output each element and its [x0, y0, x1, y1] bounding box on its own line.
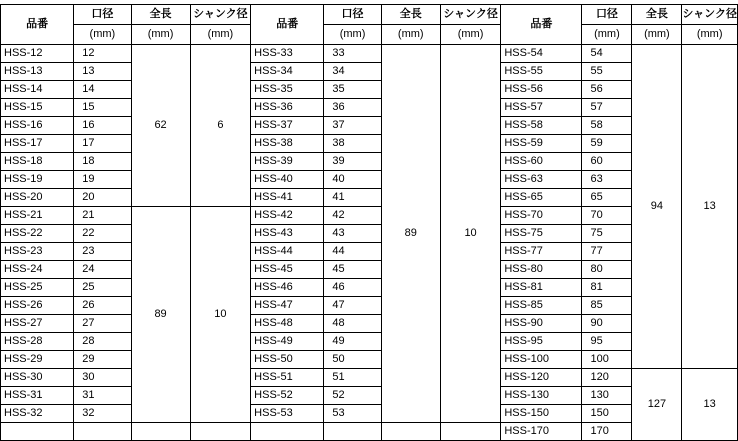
length-cell: 94 [632, 45, 682, 369]
part-number-cell: HSS-80 [501, 261, 582, 279]
part-number-cell: HSS-50 [251, 351, 324, 369]
diameter-cell: 63 [582, 171, 632, 189]
length-header: 全長 [632, 5, 682, 25]
diameter-cell: 130 [582, 387, 632, 405]
part-number-cell: HSS-51 [251, 369, 324, 387]
part-number-cell: HSS-25 [1, 279, 74, 297]
diameter-cell: 170 [582, 423, 632, 441]
table-row [1, 135, 738, 153]
table-row [1, 63, 738, 81]
part-number-cell: HSS-29 [1, 351, 74, 369]
diameter-cell: 13 [74, 63, 131, 81]
part-number-cell: HSS-34 [251, 63, 324, 81]
length-cell: 62 [131, 45, 190, 207]
part-number-cell: HSS-59 [501, 135, 582, 153]
diameter-cell: 55 [582, 63, 632, 81]
empty-cell [190, 423, 251, 441]
diameter-cell: 12 [74, 45, 131, 63]
length-header: 全長 [381, 5, 440, 25]
part-number-cell: HSS-75 [501, 225, 582, 243]
table-row [1, 279, 738, 297]
part-number-cell: HSS-26 [1, 297, 74, 315]
diameter-cell: 48 [324, 315, 381, 333]
empty-cell [74, 423, 131, 441]
table-row [1, 225, 738, 243]
part-number-cell: HSS-43 [251, 225, 324, 243]
diameter-cell: 28 [74, 333, 131, 351]
part-number-cell: HSS-170 [501, 423, 582, 441]
dia-header: 口径 [74, 5, 131, 25]
part-number-cell: HSS-18 [1, 153, 74, 171]
part-number-cell: HSS-31 [1, 387, 74, 405]
diameter-cell: 50 [324, 351, 381, 369]
diameter-cell: 52 [324, 387, 381, 405]
part-number-cell: HSS-15 [1, 99, 74, 117]
diameter-cell: 42 [324, 207, 381, 225]
unit-label: (mm) [440, 25, 501, 45]
table-row [1, 351, 738, 369]
diameter-cell: 32 [74, 405, 131, 423]
unit-label: (mm) [381, 25, 440, 45]
part-number-cell: HSS-13 [1, 63, 74, 81]
part-number-cell: HSS-16 [1, 117, 74, 135]
shank-cell: 10 [440, 45, 501, 423]
empty-cell [251, 423, 324, 441]
diameter-cell: 17 [74, 135, 131, 153]
part-number-cell: HSS-130 [501, 387, 582, 405]
diameter-cell: 75 [582, 225, 632, 243]
part-number-cell: HSS-47 [251, 297, 324, 315]
part-header: 品番 [251, 5, 324, 45]
diameter-cell: 59 [582, 135, 632, 153]
diameter-cell: 95 [582, 333, 632, 351]
part-number-cell: HSS-21 [1, 207, 74, 225]
diameter-cell: 36 [324, 99, 381, 117]
diameter-cell: 54 [582, 45, 632, 63]
part-number-cell: HSS-23 [1, 243, 74, 261]
diameter-cell: 85 [582, 297, 632, 315]
part-number-cell: HSS-46 [251, 279, 324, 297]
diameter-cell: 45 [324, 261, 381, 279]
dia-header: 口径 [582, 5, 632, 25]
empty-cell [440, 423, 501, 441]
table-row [1, 189, 738, 207]
table-row [1, 423, 738, 441]
shank-cell: 13 [682, 369, 738, 441]
diameter-cell: 77 [582, 243, 632, 261]
table-row [1, 45, 738, 63]
diameter-cell: 29 [74, 351, 131, 369]
part-number-cell: HSS-60 [501, 153, 582, 171]
diameter-cell: 38 [324, 135, 381, 153]
part-number-cell: HSS-38 [251, 135, 324, 153]
part-header: 品番 [1, 5, 74, 45]
part-number-cell: HSS-90 [501, 315, 582, 333]
table-row [1, 297, 738, 315]
part-number-cell: HSS-77 [501, 243, 582, 261]
length-cell: 89 [381, 45, 440, 423]
part-number-cell: HSS-120 [501, 369, 582, 387]
diameter-cell: 37 [324, 117, 381, 135]
shank-cell: 13 [682, 45, 738, 369]
dia-header: 口径 [324, 5, 381, 25]
spec-table [0, 4, 738, 441]
part-number-cell: HSS-28 [1, 333, 74, 351]
diameter-cell: 20 [74, 189, 131, 207]
part-number-cell: HSS-57 [501, 99, 582, 117]
shank-header: シャンク径 [190, 5, 251, 25]
part-number-cell: HSS-39 [251, 153, 324, 171]
diameter-cell: 39 [324, 153, 381, 171]
diameter-cell: 15 [74, 99, 131, 117]
part-number-cell: HSS-32 [1, 405, 74, 423]
part-number-cell: HSS-17 [1, 135, 74, 153]
diameter-cell: 31 [74, 387, 131, 405]
unit-label: (mm) [74, 25, 131, 45]
diameter-cell: 70 [582, 207, 632, 225]
shank-header: シャンク径 [682, 5, 738, 25]
empty-cell [1, 423, 74, 441]
diameter-cell: 120 [582, 369, 632, 387]
table-row [1, 405, 738, 423]
diameter-cell: 65 [582, 189, 632, 207]
diameter-cell: 46 [324, 279, 381, 297]
diameter-cell: 41 [324, 189, 381, 207]
shank-cell: 6 [190, 45, 251, 207]
diameter-cell: 35 [324, 81, 381, 99]
part-number-cell: HSS-20 [1, 189, 74, 207]
part-number-cell: HSS-63 [501, 171, 582, 189]
diameter-cell: 56 [582, 81, 632, 99]
diameter-cell: 44 [324, 243, 381, 261]
part-number-cell: HSS-22 [1, 225, 74, 243]
part-number-cell: HSS-54 [501, 45, 582, 63]
diameter-cell: 100 [582, 351, 632, 369]
diameter-cell: 19 [74, 171, 131, 189]
table-row [1, 99, 738, 117]
diameter-cell: 58 [582, 117, 632, 135]
diameter-cell: 26 [74, 297, 131, 315]
part-number-cell: HSS-45 [251, 261, 324, 279]
table-row [1, 117, 738, 135]
table-row [1, 315, 738, 333]
part-number-cell: HSS-19 [1, 171, 74, 189]
diameter-cell: 24 [74, 261, 131, 279]
diameter-cell: 18 [74, 153, 131, 171]
part-number-cell: HSS-70 [501, 207, 582, 225]
diameter-cell: 90 [582, 315, 632, 333]
diameter-cell: 23 [74, 243, 131, 261]
diameter-cell: 53 [324, 405, 381, 423]
diameter-cell: 43 [324, 225, 381, 243]
diameter-cell: 57 [582, 99, 632, 117]
diameter-cell: 80 [582, 261, 632, 279]
part-number-cell: HSS-55 [501, 63, 582, 81]
diameter-cell: 60 [582, 153, 632, 171]
shank-cell: 10 [190, 207, 251, 423]
part-number-cell: HSS-81 [501, 279, 582, 297]
diameter-cell: 150 [582, 405, 632, 423]
unit-label: (mm) [682, 25, 738, 45]
part-number-cell: HSS-42 [251, 207, 324, 225]
diameter-cell: 81 [582, 279, 632, 297]
part-number-cell: HSS-56 [501, 81, 582, 99]
diameter-cell: 49 [324, 333, 381, 351]
diameter-cell: 14 [74, 81, 131, 99]
part-number-cell: HSS-100 [501, 351, 582, 369]
diameter-cell: 30 [74, 369, 131, 387]
length-cell: 89 [131, 207, 190, 423]
diameter-cell: 40 [324, 171, 381, 189]
table-row [1, 261, 738, 279]
part-number-cell: HSS-35 [251, 81, 324, 99]
spec-body [1, 45, 738, 441]
table-row [1, 243, 738, 261]
table-row [1, 369, 738, 387]
length-cell: 127 [632, 369, 682, 441]
table-row [1, 153, 738, 171]
part-number-cell: HSS-44 [251, 243, 324, 261]
unit-label: (mm) [190, 25, 251, 45]
diameter-cell: 51 [324, 369, 381, 387]
header-row [1, 5, 738, 25]
empty-cell [381, 423, 440, 441]
length-header: 全長 [131, 5, 190, 25]
unit-label: (mm) [632, 25, 682, 45]
part-number-cell: HSS-85 [501, 297, 582, 315]
part-number-cell: HSS-24 [1, 261, 74, 279]
part-number-cell: HSS-27 [1, 315, 74, 333]
table-row [1, 333, 738, 351]
table-row [1, 171, 738, 189]
diameter-cell: 27 [74, 315, 131, 333]
unit-row [1, 25, 738, 45]
part-number-cell: HSS-14 [1, 81, 74, 99]
diameter-cell: 34 [324, 63, 381, 81]
part-number-cell: HSS-52 [251, 387, 324, 405]
part-number-cell: HSS-58 [501, 117, 582, 135]
part-number-cell: HSS-36 [251, 99, 324, 117]
part-number-cell: HSS-30 [1, 369, 74, 387]
unit-label: (mm) [324, 25, 381, 45]
diameter-cell: 33 [324, 45, 381, 63]
part-number-cell: HSS-33 [251, 45, 324, 63]
part-header: 品番 [501, 5, 582, 45]
diameter-cell: 25 [74, 279, 131, 297]
diameter-cell: 16 [74, 117, 131, 135]
unit-label: (mm) [582, 25, 632, 45]
diameter-cell: 47 [324, 297, 381, 315]
part-number-cell: HSS-48 [251, 315, 324, 333]
table-row [1, 81, 738, 99]
part-number-cell: HSS-40 [251, 171, 324, 189]
part-number-cell: HSS-65 [501, 189, 582, 207]
part-number-cell: HSS-41 [251, 189, 324, 207]
empty-cell [131, 423, 190, 441]
table-row [1, 387, 738, 405]
diameter-cell: 21 [74, 207, 131, 225]
part-number-cell: HSS-37 [251, 117, 324, 135]
table-row [1, 207, 738, 225]
part-number-cell: HSS-53 [251, 405, 324, 423]
empty-cell [324, 423, 381, 441]
shank-header: シャンク径 [440, 5, 501, 25]
part-number-cell: HSS-150 [501, 405, 582, 423]
part-number-cell: HSS-12 [1, 45, 74, 63]
diameter-cell: 22 [74, 225, 131, 243]
unit-label: (mm) [131, 25, 190, 45]
part-number-cell: HSS-49 [251, 333, 324, 351]
part-number-cell: HSS-95 [501, 333, 582, 351]
